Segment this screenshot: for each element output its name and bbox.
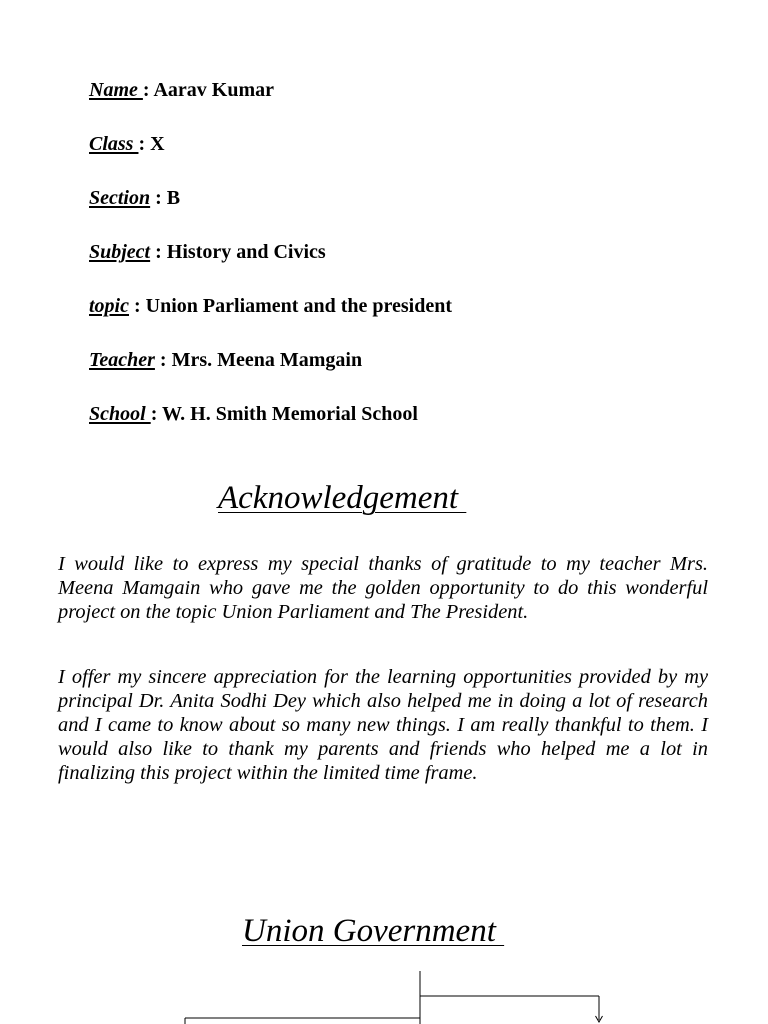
acknowledgement-heading: Acknowledgement xyxy=(218,480,467,516)
acknowledgement-paragraph: I would like to express my special thanks of gratitude to my teacher Mrs. Meena Mamgain who gave me the golden opportunity to do this wonderful project on the topic Union Parliament and The President. xyxy=(58,553,708,623)
info-label: Subject xyxy=(89,241,151,263)
info-row-class xyxy=(89,130,452,184)
info-value: B xyxy=(166,187,181,209)
info-value: W. H. Smith Memorial School xyxy=(162,403,418,425)
info-value: X xyxy=(150,133,165,155)
info-row-name xyxy=(89,76,452,130)
student-info xyxy=(89,76,452,454)
info-label: Name xyxy=(89,79,143,101)
info-row-teacher xyxy=(89,346,452,400)
info-separator: : xyxy=(138,133,151,155)
info-row-section xyxy=(89,184,452,238)
info-label: Section xyxy=(89,187,151,209)
info-separator: : xyxy=(154,349,172,371)
info-separator: : xyxy=(150,241,167,263)
info-value: Mrs. Meena Mamgain xyxy=(171,349,363,371)
info-row-topic xyxy=(89,292,452,346)
info-row-subject xyxy=(89,238,452,292)
info-label: topic xyxy=(89,295,129,317)
info-value: Aarav Kumar xyxy=(153,79,274,101)
info-label: Teacher xyxy=(89,349,155,371)
info-separator: : xyxy=(142,79,154,101)
info-label: School xyxy=(89,403,151,425)
info-separator: : xyxy=(150,403,162,425)
acknowledgement-paragraph: I offer my sincere appreciation for the learning opportunities provided by my principal Dr. Anita Sodhi Dey which also helped me in doing a lot of research and I came to know about so many new things. I am really thankful to them. I would also like to thank my parents and friends who helped me a lot in finalizing this project within the limited time frame. xyxy=(58,666,708,784)
union-government-heading: Union Government xyxy=(242,913,505,949)
info-row-school xyxy=(89,400,452,454)
info-value: History and Civics xyxy=(166,241,326,263)
union-government-diagram xyxy=(0,960,768,1024)
info-label: Class xyxy=(89,133,139,155)
info-separator: : xyxy=(129,295,146,317)
info-value: Union Parliament and the president xyxy=(145,295,452,317)
info-separator: : xyxy=(150,187,167,209)
